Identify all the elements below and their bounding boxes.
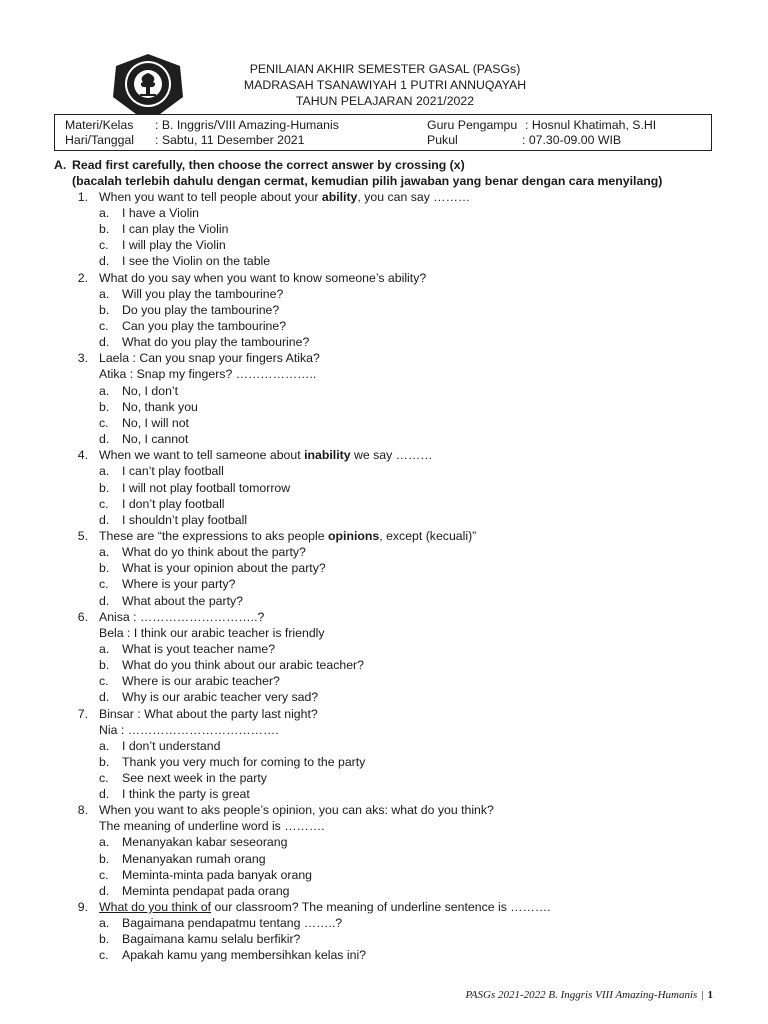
- question-number: 3.: [77, 351, 88, 365]
- option-letter: c.: [99, 674, 109, 688]
- option-letter: a.: [99, 835, 110, 849]
- option-letter: c.: [99, 771, 109, 785]
- question-number: 9.: [77, 900, 88, 914]
- option-text: What do you think about our arabic teacher?: [122, 658, 364, 672]
- question-text: Anisa : ………………………..?: [99, 610, 265, 624]
- question-text: Binsar : What about the party last night?: [99, 707, 318, 721]
- pukul-label: Pukul: [427, 133, 458, 147]
- option-text: Where is your party?: [122, 577, 236, 591]
- materi-label: Materi/Kelas: [65, 118, 134, 132]
- option-letter: d.: [99, 787, 110, 801]
- footer-text: PASGs 2021-2022 B. Inggris VIII Amazing-Humanis: [465, 989, 698, 1001]
- option-letter: b.: [99, 932, 110, 946]
- option-text: Meminta pendapat pada orang: [122, 884, 290, 898]
- option-letter: a.: [99, 739, 110, 753]
- option-text: I can play the Violin: [122, 222, 229, 236]
- page-footer: [465, 989, 713, 1001]
- option-letter: b.: [99, 481, 110, 495]
- option-letter: d.: [99, 690, 110, 704]
- question-text-line2: Bela : I think our arabic teacher is friendly: [99, 626, 325, 640]
- section-instruction-id: (bacalah terlebih dahulu dengan cermat, kemudian pilih jawaban yang benar dengan cara menyilang): [72, 174, 663, 188]
- academic-year: TAHUN PELAJARAN 2021/2022: [295, 94, 475, 108]
- page-number: 1: [707, 989, 713, 1001]
- option-letter: b.: [99, 222, 110, 236]
- option-letter: c.: [99, 238, 109, 252]
- option-text: I will play the Violin: [122, 238, 226, 252]
- document-header: [190, 61, 580, 109]
- option-text: What do yo think about the party?: [122, 545, 306, 559]
- option-letter: b.: [99, 658, 110, 672]
- question-number: 1.: [77, 190, 88, 204]
- hari-value: : Sabtu, 11 Desember 2021: [155, 133, 305, 147]
- option-text: No, I don’t: [122, 384, 179, 398]
- option-text: I think the party is great: [122, 787, 250, 801]
- section-instruction: Read first carefully, then choose the correct answer by crossing (x): [72, 158, 465, 172]
- option-text: What is yout teacher name?: [122, 642, 276, 656]
- question-text-line2: Atika : Snap my fingers? ………………..: [99, 367, 317, 381]
- question-text: Laela : Can you snap your fingers Atika?: [99, 351, 320, 365]
- option-text: Why is our arabic teacher very sad?: [122, 690, 319, 704]
- question-number: 4.: [77, 448, 88, 462]
- exam-title: PENILAIAN AKHIR SEMESTER GASAL (PASGs): [249, 62, 521, 76]
- option-letter: c.: [99, 948, 109, 962]
- option-letter: c.: [99, 497, 109, 511]
- option-letter: b.: [99, 303, 110, 317]
- option-text: I will not play football tomorrow: [122, 481, 291, 495]
- footer-separator: |: [701, 989, 704, 1001]
- option-text: I don’t play football: [122, 497, 225, 511]
- question-text-line2: The meaning of underline word is ……….: [99, 819, 325, 833]
- question-number: 7.: [77, 707, 88, 721]
- question-text-line2: Nia : ……………………………….: [99, 723, 279, 737]
- question-number: 5.: [77, 529, 88, 543]
- option-letter: d.: [99, 432, 110, 446]
- question-text: What do you say when you want to know someone’s ability?: [99, 271, 427, 285]
- option-text: Menanyakan kabar seseorang: [122, 835, 288, 849]
- option-letter: c.: [99, 416, 109, 430]
- option-letter: d.: [99, 594, 110, 608]
- option-text: I shouldn’t play football: [122, 513, 248, 527]
- option-text: I don’t understand: [122, 739, 221, 753]
- option-letter: b.: [99, 755, 110, 769]
- option-letter: d.: [99, 884, 110, 898]
- option-text: I have a Violin: [122, 206, 200, 220]
- guru-label: Guru Pengampu: [427, 118, 518, 132]
- option-text: What is your opinion about the party?: [122, 561, 326, 575]
- option-letter: a.: [99, 642, 110, 656]
- option-text: No, thank you: [122, 400, 198, 414]
- option-letter: c.: [99, 868, 109, 882]
- question-text: These are “the expressions to aks people opinions, except (kecuali)”: [99, 529, 477, 543]
- option-text: What do you play the tambourine?: [122, 335, 310, 349]
- option-text: Bagaimana kamu selalu berfikir?: [122, 932, 301, 946]
- guru-value: : Hosnul Khatimah, S.HI: [525, 118, 657, 132]
- option-letter: a.: [99, 545, 110, 559]
- question-number: 2.: [77, 271, 88, 285]
- option-letter: a.: [99, 464, 110, 478]
- option-letter: d.: [99, 513, 110, 527]
- school-name: MADRASAH TSANAWIYAH 1 PUTRI ANNUQAYAH: [243, 78, 527, 92]
- option-text: See next week in the party: [122, 771, 267, 785]
- materi-value: : B. Inggris/VIII Amazing-Humanis: [155, 118, 339, 132]
- question-text: What do you think of our classroom? The meaning of underline sentence is ……….: [99, 900, 551, 914]
- question-text: When you want to tell people about your ability, you can say ………: [99, 190, 471, 204]
- option-text: Apakah kamu yang membersihkan kelas ini?: [122, 948, 367, 962]
- option-text: Menanyakan rumah orang: [122, 852, 266, 866]
- option-letter: a.: [99, 384, 110, 398]
- option-text: Meminta-minta pada banyak orang: [122, 868, 313, 882]
- option-letter: a.: [99, 206, 110, 220]
- option-letter: c.: [99, 319, 109, 333]
- hari-label: Hari/Tanggal: [65, 133, 135, 147]
- option-text: Thank you very much for coming to the party: [122, 755, 366, 769]
- option-letter: c.: [99, 577, 109, 591]
- option-letter: d.: [99, 335, 110, 349]
- question-number: 8.: [77, 803, 88, 817]
- option-letter: a.: [99, 287, 110, 301]
- option-letter: b.: [99, 561, 110, 575]
- option-letter: b.: [99, 852, 110, 866]
- option-text: Will you play the tambourine?: [122, 287, 284, 301]
- option-text: No, I cannot: [122, 432, 189, 446]
- question-number: 6.: [77, 610, 88, 624]
- option-text: Do you play the tambourine?: [122, 303, 280, 317]
- option-letter: a.: [99, 916, 110, 930]
- option-text: Can you play the tambourine?: [122, 319, 287, 333]
- option-text: Where is our arabic teacher?: [122, 674, 280, 688]
- pukul-value: : 07.30-09.00 WIB: [522, 133, 622, 147]
- option-text: I can’t play football: [122, 464, 224, 478]
- option-text: I see the Violin on the table: [122, 254, 271, 268]
- question-text: When you want to aks people’s opinion, you can aks: what do you think?: [99, 803, 494, 817]
- option-letter: d.: [99, 254, 110, 268]
- option-text: No, I will not: [122, 416, 189, 430]
- option-letter: b.: [99, 400, 110, 414]
- school-logo-icon: [112, 53, 184, 115]
- exam-info-box: [54, 114, 712, 151]
- option-text: What about the party?: [122, 594, 243, 608]
- question-text: When we want to tell sameone about inability we say ………: [99, 448, 433, 462]
- option-text: Bagaimana pendapatmu tentang ……..?: [122, 916, 343, 930]
- section-letter: A.: [54, 158, 67, 172]
